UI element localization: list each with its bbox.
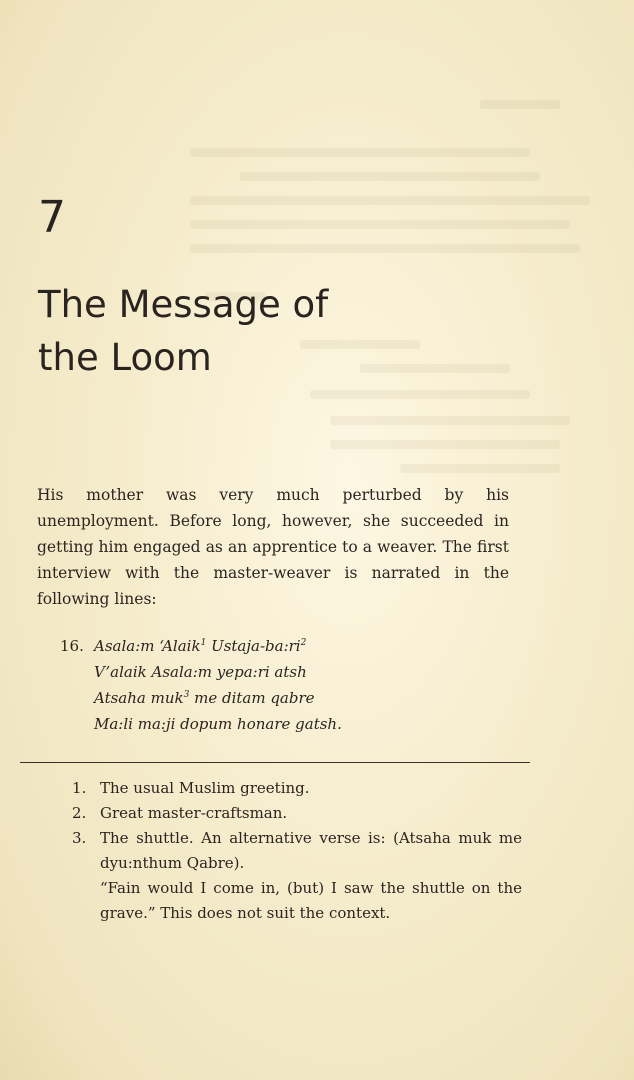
footnote-text: Great master-craftsman. [100, 804, 288, 822]
chapter-number: 7 [38, 192, 66, 243]
footnote-ref-1: 1 [200, 638, 207, 648]
verse-line-1 [60, 633, 480, 659]
verse-line-2-text: V’alaik Asala:m yepa:ri atsh [94, 663, 307, 681]
verse-line-3 [60, 685, 480, 711]
footnote-text: The shuttle. An alternative verse is: (Atsaha muk me dyu:nthum Qabre). [100, 829, 522, 872]
footnote-item [60, 826, 522, 926]
verse-line-3-part-b: me ditam qabre [189, 689, 315, 707]
verse-line-1-part-b: Ustaja-ba:ri [206, 637, 301, 655]
footnote-item [60, 801, 522, 826]
verse-line-4 [60, 711, 480, 737]
footnote-number: 3. [72, 829, 87, 847]
footnote-text: The usual Muslim greeting. [100, 779, 310, 797]
verse-line-1-part-a: Asala:m ‘Alaik [94, 637, 201, 655]
footnote-text-continued: “Fain would I come in, (but) I saw the shuttle on the grave.” This does not suit the context. [100, 879, 522, 922]
verse-line-3-part-a: Atsaha muk [94, 689, 184, 707]
chapter-title [38, 278, 458, 384]
verse-block [60, 633, 480, 737]
verse-number: 16. [60, 637, 84, 655]
footnote-number: 1. [72, 779, 87, 797]
intro-paragraph: His mother was very much perturbed by his unemployment. Before long, however, she succeeded in getting him engaged as an apprentice to a weaver. The first interview with the master-weaver is narrated in the following lines: [37, 486, 509, 608]
footnotes [60, 776, 522, 926]
chapter-title-line1: The Message of [38, 283, 329, 326]
footnote-ref-3: 3 [183, 690, 190, 700]
chapter-title-line2: the Loom [38, 336, 212, 379]
verse-line-4-text: Ma:li ma:ji dopum honare gatsh. [94, 715, 342, 733]
verse-line-2 [60, 659, 480, 685]
footnote-ref-2: 2 [300, 638, 307, 648]
footnote-number: 2. [72, 804, 87, 822]
footnote-item [60, 776, 522, 801]
footnote-divider [20, 762, 530, 763]
